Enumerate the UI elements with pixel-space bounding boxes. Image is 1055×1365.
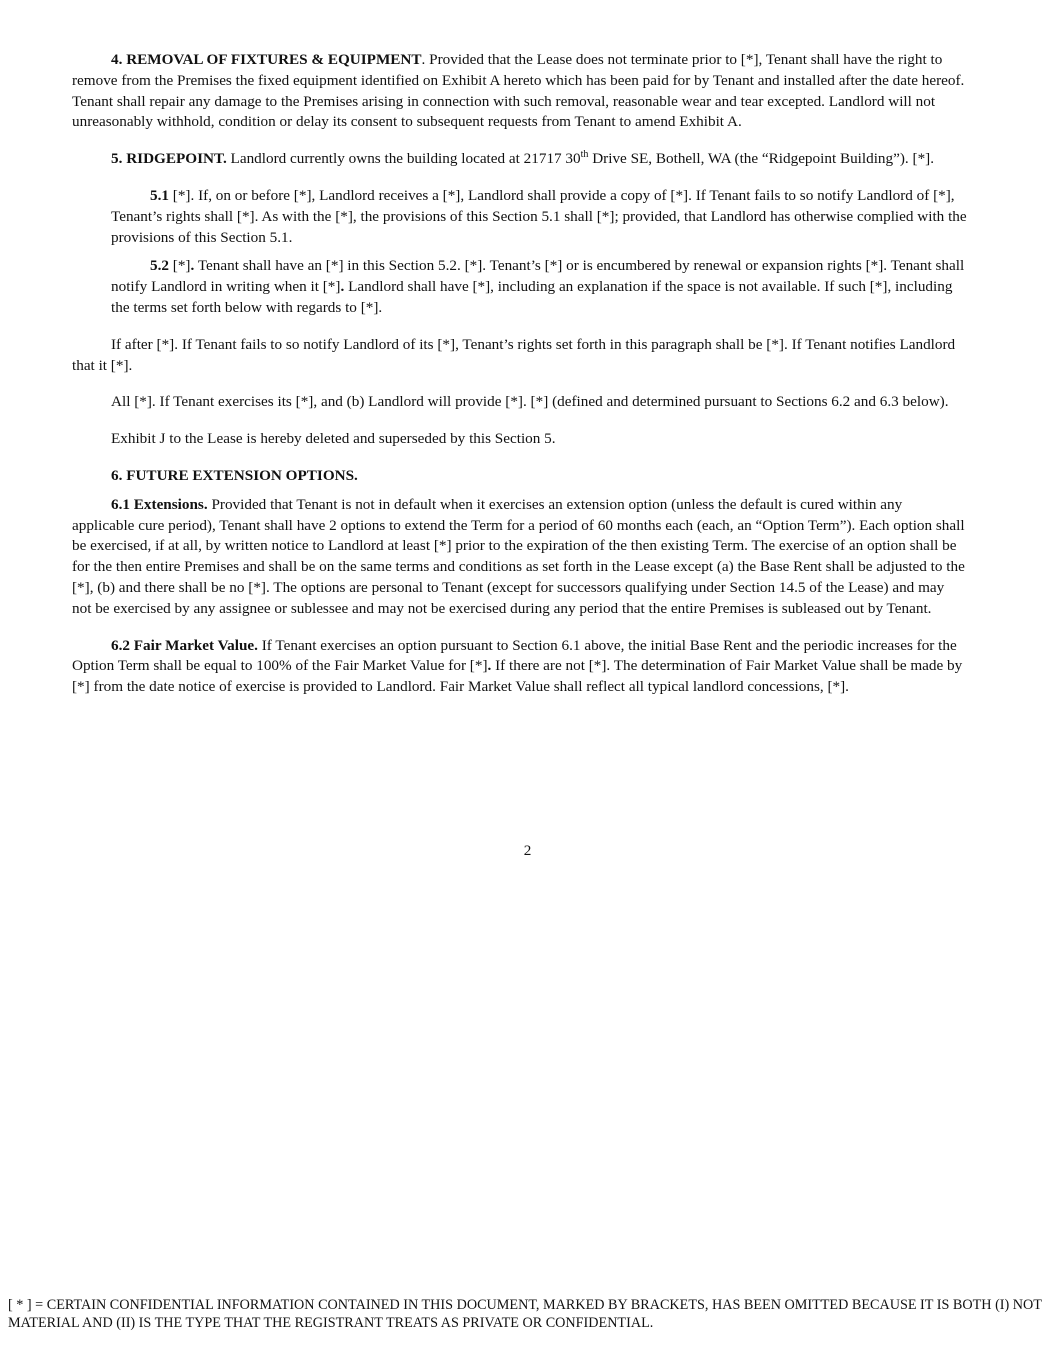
section-5-2-text-c: Landlord shall have [*], including an explanation if the space is not available. If such [*], including the terms set forth below with regards to [*]. [111,278,953,316]
section-6-1-paragraph [72,495,967,620]
section-5-1-text: [*]. If, on or before [*], Landlord receives a [*], Landlord shall provide a copy of [*]. If Tenant fails to so notify Landlord of [*], Tenant’s rights shall [*]. As with the [*], the provisions of this Section 5.1 shall [*]; provided, that Landlord has otherwise complied with the provisions of this Section 5.1. [111,186,967,246]
confidentiality-footer: [ * ] = CERTAIN CONFIDENTIAL INFORMATION CONTAINED IN THIS DOCUMENT, MARKED BY BRACKETS, HAS BEEN OMITTED BECAUSE IT IS BOTH (I) NOT MATERIAL AND (II) IS THE TYPE THAT THE REGISTRANT TREATS AS PRIVATE OR CONFIDENTIAL. [8,1297,1042,1331]
section-6-2-paragraph [72,636,967,698]
section-5-paragraph [72,149,967,170]
document-body [72,50,967,698]
section-5-exhibit-paragraph: Exhibit J to the Lease is hereby deleted and superseded by this Section 5. [111,430,556,448]
section-6-2-text-b: If there are not [*]. The determination of Fair Market Value shall be made by [*] from the date notice of exercise is provided to Landlord. Fair Market Value shall reflect all typical landlord concessions, [*]. [72,657,963,696]
ordinal-superscript: th [580,149,589,161]
section-6-1-heading: 6.1 Extensions. [111,495,208,513]
section-5-1-paragraph [72,186,967,248]
section-4-heading: 4. REMOVAL OF FIXTURES & EQUIPMENT [111,51,422,68]
section-5-1-number: 5.1 [150,186,169,204]
section-5-text-b: Drive SE, Bothell, WA (the “Ridgepoint Building”). [*]. [588,150,935,168]
section-5-heading: 5. RIDGEPOINT. [111,150,227,168]
section-5-2-text-b: Tenant shall have an [*] in this Section 5.2. [*]. Tenant’s [*] or is encumbered by renewal or expansion rights [*]. Tenant shall notify Landlord in writing when it [*] [111,257,965,296]
section-6-2-dot: . [487,657,492,675]
section-5-if-after-paragraph: If after [*]. If Tenant fails to so notify Landlord of its [*], Tenant’s rights set forth in this paragraph shall be [*]. If Tenant notifies Landlord that it [*]. [72,335,956,374]
section-5-all-paragraph: All [*]. If Tenant exercises its [*], and (b) Landlord will provide [*]. [*] (defined and determined pursuant to Sections 6.2 and 6.3 below). [111,393,949,411]
section-4-paragraph [72,50,967,133]
page-number: 2 [523,842,532,859]
section-4-text: . Provided that the Lease does not terminate prior to [*], Tenant shall have the right to remove from the Premises the fixed equipment identified on Exhibit A hereto which has been paid for by Tenant and installed after the date hereof. Tenant shall repair any damage to the Premises arising in connection with such removal, reasonable wear and tear excepted. Landlord will not unreasonably withhold, condition or delay its consent to subsequent requests from Tenant to amend Exhibit A. [72,51,965,131]
section-5-text-a: Landlord currently owns the building located at 21717 30 [226,150,581,168]
section-5-2-dot-2: . [340,278,345,296]
section-5-2-paragraph [72,256,967,318]
section-5-2-text-a: [*] [168,257,191,275]
section-5-2-dot-1: . [190,257,195,275]
section-6-heading: 6. FUTURE EXTENSION OPTIONS. [111,466,358,484]
section-6-2-text-a: If Tenant exercises an option pursuant to Section 6.1 above, the initial Base Rent and the periodic increases for the Option Term shall be equal to 100% of the Fair Market Value for [*] [72,636,957,675]
section-6-2-heading: 6.2 Fair Market Value. [111,636,258,654]
section-5-2-number: 5.2 [150,257,169,275]
section-6-heading-paragraph [72,466,967,487]
section-6-1-text: Provided that Tenant is not in default when it exercises an extension option (unless the default is cured within any applicable cure period), Tenant shall have 2 options to extend the Term for a period of 60 months each (each, an “Option Term”). Each option shall be exercised, if at all, by written notice to Landlord at least [*] prior to the expiration of the then existing Term. The exercise of an option shall be for the then entire Premises and shall be on the same terms and conditions as set forth in the Lease except (a) the Base Rent shall be adjusted to the [*], (b) and there shall be no [*]. The options are personal to Tenant (except for successors qualifying under Section 14.5 of the Lease) and may not be exercised by any assignee or sublessee and may not be exercised during any period that the entire Premises is subleased out by Tenant. [72,495,965,617]
